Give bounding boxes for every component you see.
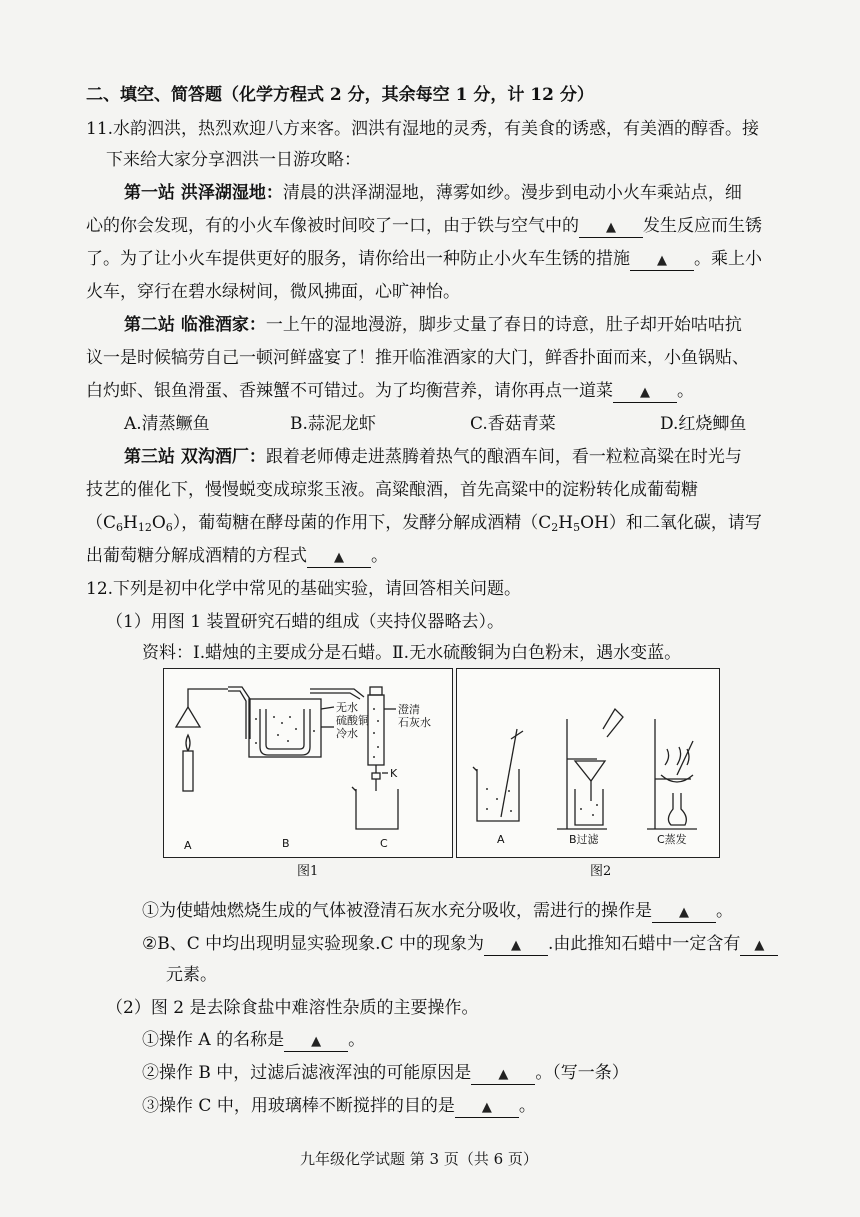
option-a[interactable]: A.清蒸鳜鱼 <box>124 414 210 434</box>
valve-k-label: K <box>390 767 398 780</box>
fig2-label-c: C蒸发 <box>657 833 687 846</box>
q12-part2: （2）图 2 是去除食盐中难溶性杂质的主要操作。 <box>106 998 479 1018</box>
answer-blank[interactable] <box>579 217 643 238</box>
anhydrous-label-2: 硫酸铜 <box>336 714 369 727</box>
fig2-label-a: A <box>497 833 505 846</box>
q11-station3-line3 <box>86 508 762 543</box>
text: 。乘上小 <box>694 249 762 269</box>
triangle-mark: ▲ <box>679 905 689 920</box>
answer-blank[interactable] <box>484 935 548 956</box>
section-heading: 二、填空、简答题（化学方程式 2 分，其余每空 1 分，计 12 分） <box>86 85 594 105</box>
q11-station2-line1 <box>124 310 742 340</box>
fig1-label-a: A <box>184 839 192 852</box>
fig1-label-c: C <box>380 837 388 850</box>
text: 。 <box>716 901 733 921</box>
q11-station1-line1 <box>124 178 742 208</box>
fig2-label-b: B过滤 <box>569 833 599 846</box>
answer-blank[interactable] <box>455 1097 519 1118</box>
figure-2-drawing <box>457 669 719 857</box>
q11-station1-line4: 火车，穿行在碧水绿树间，微风拂面，心旷神怡。 <box>86 282 460 302</box>
q11-station3-line4 <box>86 541 388 571</box>
q12-intro: 12.下列是初中化学中常见的基础实验，请回答相关问题。 <box>86 579 522 599</box>
text: ），葡萄糖在酵母菌的作用下，发酵分解成酒精（C <box>172 513 552 533</box>
subscript: 12 <box>137 521 152 534</box>
cold-water-label: 冷水 <box>336 727 358 740</box>
station2-text: 一上午的湿地漫游，脚步丈量了春日的诗意，肚子却开始咕咕抗 <box>265 315 742 335</box>
text: ①为使蜡烛燃烧生成的气体被澄清石灰水充分吸收，需进行的操作是 <box>142 901 652 921</box>
option-d[interactable]: D.红烧鲫鱼 <box>660 414 747 434</box>
q11-intro-line2: 下来给大家分享泗洪一日游攻略： <box>106 150 361 170</box>
q12-part1: （1）用图 1 装置研究石蜡的组成（夹持仪器略去）。 <box>106 612 504 632</box>
text: OH）和二氧化碳，请写 <box>580 513 762 533</box>
text: H <box>558 513 574 533</box>
q11-station2-line2: 议一是时候犒劳自己一顿河鲜盛宴了！推开临淮酒家的大门，鲜香扑面而来，小鱼锅贴、 <box>86 348 749 368</box>
q11-station1-line3 <box>86 244 762 274</box>
text: 。 <box>518 1096 536 1116</box>
station2-title: 第二站 临淮酒家： <box>124 315 266 335</box>
text: 了。为了让小火车提供更好的服务，请你给出一种防止小火车生锈的措施 <box>86 249 630 269</box>
text: H <box>123 513 138 533</box>
q12-info: 资料：Ⅰ.蜡烛的主要成分是石蜡。Ⅱ.无水硫酸铜为白色粉末，遇水变蓝。 <box>142 643 682 663</box>
triangle-mark: ▲ <box>754 938 765 953</box>
subscript: 5 <box>573 521 581 534</box>
answer-blank[interactable] <box>652 902 716 923</box>
text: .由此推知石蜡中一定含有 <box>547 934 741 954</box>
text: 。（写一条） <box>535 1063 629 1083</box>
text: 。 <box>677 381 694 401</box>
q12-p2-q1 <box>142 1025 365 1055</box>
answer-blank[interactable] <box>613 382 677 403</box>
station1-text: 清晨的洪泽湖湿地，薄雾如纱。漫步到电动小火车乘站点，细 <box>282 183 742 203</box>
text: 发生反应而生锈 <box>643 216 762 236</box>
option-c[interactable]: C.香菇青菜 <box>470 414 556 434</box>
station3-title: 第三站 双沟酒厂： <box>124 447 266 467</box>
text: 出葡萄糖分解成酒精的方程式 <box>86 546 307 566</box>
q11-station2-line3 <box>86 376 694 406</box>
text: （C <box>86 513 117 533</box>
subscript: 2 <box>551 521 559 534</box>
q12-p1-q1 <box>142 896 733 926</box>
text: ③操作 C 中，用玻璃棒不断搅拌的目的是 <box>142 1096 455 1116</box>
answer-blank[interactable] <box>630 250 694 271</box>
answer-blank[interactable] <box>740 935 778 956</box>
triangle-mark: ▲ <box>606 220 616 235</box>
text: 心的你会发现，有的小火车像被时间咬了一口，由于铁与空气中的 <box>86 216 579 236</box>
q12-p1-q2 <box>142 929 778 959</box>
text: ①操作 A 的名称是 <box>142 1030 285 1050</box>
text: ②B、C 中均出现明显实验现象.C 中的现象为 <box>142 934 484 954</box>
figure-1 <box>163 668 453 858</box>
q11-station1-line2 <box>86 211 762 241</box>
triangle-mark: ▲ <box>481 1100 492 1115</box>
option-b[interactable]: B.蒜泥龙虾 <box>290 414 376 434</box>
answer-blank[interactable] <box>284 1031 348 1052</box>
fig1-label-b: B <box>282 837 290 850</box>
subscript: 6 <box>116 521 124 534</box>
triangle-mark: ▲ <box>510 938 521 953</box>
page-footer: 九年级化学试题 第 3 页（共 6 页） <box>300 1150 538 1168</box>
triangle-mark: ▲ <box>498 1067 509 1082</box>
subscript: 6 <box>165 521 173 534</box>
text: 。 <box>371 546 388 566</box>
q11-intro-line1: 11.水韵泗洪，热烈欢迎八方来客。泗洪有湿地的灵秀，有美食的诱惑，有美酒的醇香。接 <box>86 119 760 139</box>
station1-title: 第一站 洪泽湖湿地： <box>124 183 283 203</box>
q11-station3-line1 <box>124 442 742 472</box>
limewater-label-2: 石灰水 <box>398 716 431 729</box>
figure-2 <box>456 668 720 858</box>
figure-1-caption: 图1 <box>297 864 319 879</box>
text: 。 <box>348 1030 366 1050</box>
text: 白灼虾、银鱼滑蛋、香辣蟹不可错过。为了均衡营养，请你再点一道菜 <box>86 381 613 401</box>
triangle-mark: ▲ <box>640 385 650 400</box>
triangle-mark: ▲ <box>657 253 667 268</box>
q12-p2-q2 <box>142 1058 629 1088</box>
answer-blank[interactable] <box>471 1064 535 1085</box>
triangle-mark: ▲ <box>311 1034 322 1049</box>
limewater-label-1: 澄清 <box>398 703 420 716</box>
station3-text: 跟着老师傅走进蒸腾着热气的酿酒车间，看一粒粒高粱在时光与 <box>265 447 742 467</box>
answer-blank[interactable] <box>307 547 371 568</box>
figure-2-caption: 图2 <box>590 864 612 879</box>
text: O <box>151 513 166 533</box>
text: ②操作 B 中，过滤后滤液浑浊的可能原因是 <box>142 1063 472 1083</box>
figure-1-drawing <box>164 669 452 857</box>
anhydrous-label-1: 无水 <box>336 701 358 714</box>
q11-station3-line2: 技艺的催化下，慢慢蜕变成琼浆玉液。高粱酿酒，首先高粱中的淀粉转化成葡萄糖 <box>86 480 698 500</box>
q12-p2-q3 <box>142 1091 536 1121</box>
q12-p1-q2-cont: 元素。 <box>166 965 217 985</box>
triangle-mark: ▲ <box>334 550 344 565</box>
